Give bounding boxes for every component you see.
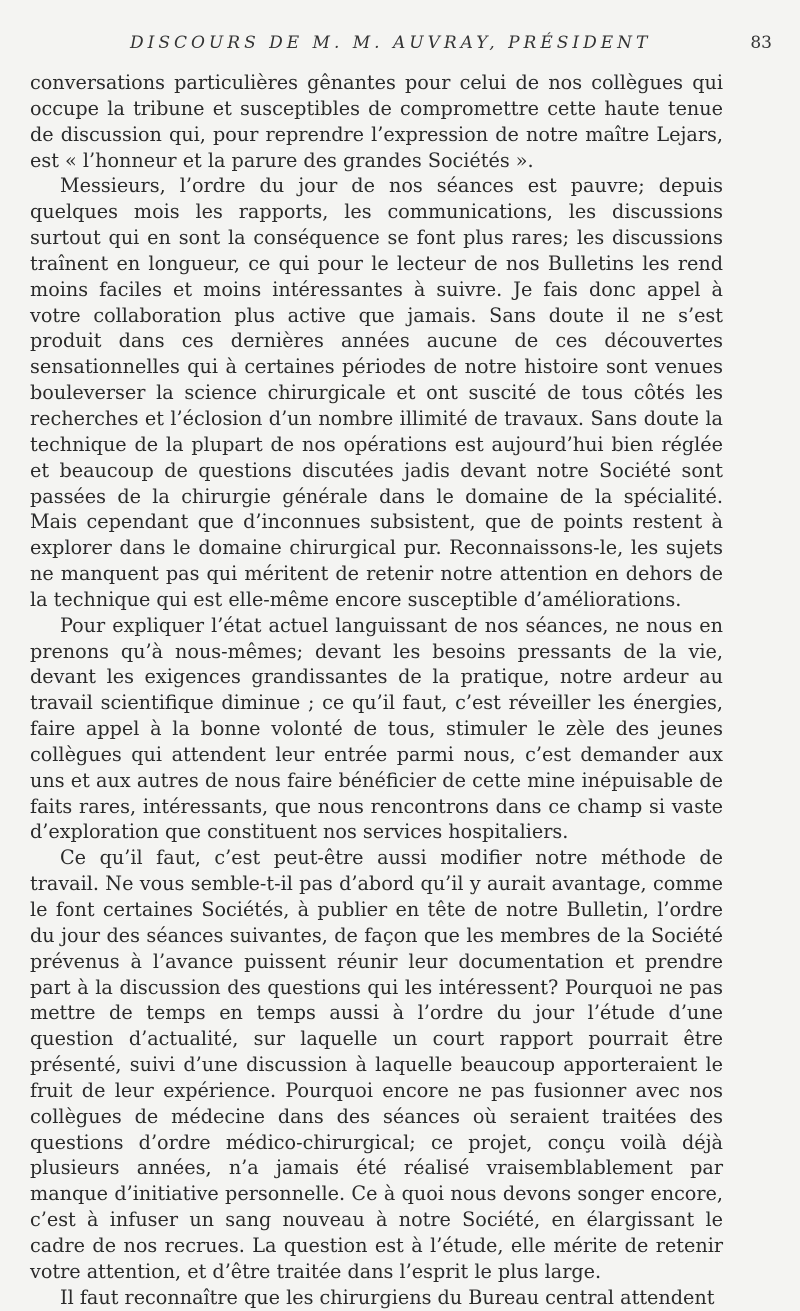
paragraph-1: conversations particulières gênantes pour celui de nos collègues qui occupe la tribune et susceptibles de compromettre cette haute tenue de discussion qui, pour reprendre l’expression de notre maître Lejars, est « l’honneur et la parure des grandes Sociétés ». — [30, 71, 723, 172]
page-number: 83 — [750, 33, 772, 53]
paragraph-5: Il faut reconnaître que les chirurgiens du Bureau central attendent — [60, 1285, 715, 1309]
paragraph-3: Pour expliquer l’état actuel languissant de nos séances, ne nous en prenons qu’à nous-mêmes; devant les besoins pressants de la vie, devant les exigences grandissantes de la pratique, notre ardeur au travail scientifique diminue ; ce qu’il faut, c’est réveiller les énergies, faire appel à la bonne volonté de tous, stimuler le zèle des jeunes collègues qui attendent leur entrée parmi nous, c’est demander aux uns et aux autres de nous faire bénéficier de cette mine inépuisable de faits rares, intéressants, que nous rencontrons dans ce champ si vaste d’exploration que constituent nos services hospitaliers. — [30, 613, 723, 844]
running-title: DISCOURS DE M. M. AUVRAY, PRÉSIDENT — [130, 33, 652, 53]
body-text — [30, 70, 723, 1311]
running-head — [0, 30, 800, 56]
paragraph-2: Messieurs, l’ordre du jour de nos séances est pauvre; depuis quelques mois les rapports, les communications, les discussions surtout qui en sont la conséquence se font plus rares; les discussions traînent en longueur, ce qui pour le lecteur de nos Bulletins les rend moins faciles et moins intéressantes à suivre. Je fais donc appel à votre collaboration plus active que jamais. Sans doute il ne s’est produit dans ces dernières années aucune de ces découvertes sensationnelles qui à certaines périodes de notre histoire sont venues bouleverser la science chirurgicale et ont suscité de tous côtés les recherches et l’éclosion d’un nombre illimité de travaux. Sans doute la technique de la plupart de nos opérations est aujourd’hui bien réglée et beaucoup de questions discutées jadis devant notre Société sont passées de la chirurgie générale dans le domaine de la spécialité. Mais cependant que d’inconnues subsistent, que de points restent à explorer dans le domaine chirurgical pur. Reconnaissons-le, les sujets ne manquent pas qui méritent de retenir notre attention en dehors de la technique qui est elle-même encore susceptible d’améliorations. — [30, 174, 723, 611]
paragraph-4: Ce qu’il faut, c’est peut-être aussi modifier notre méthode de travail. Ne vous semble-t-il pas d’abord qu’il y aurait avantage, comme le font certaines Sociétés, à publier en tête de notre Bulletin, l’ordre du jour des séances suivantes, de façon que les membres de la Société prévenus à l’avance puissent réunir leur documentation et prendre part à la discussion des questions qui les intéressent? Pourquoi ne pas mettre de temps en temps aussi à l’ordre du jour l’étude d’une question d’actualité, sur laquelle un court rapport pourrait être présenté, suivi d’une discussion à laquelle beaucoup apporteraient le fruit de leur expérience. Pourquoi encore ne pas fusionner avec nos collègues de médecine dans des séances où seraient traitées des questions d’ordre médico-chirurgical; ce projet, conçu voilà déjà plusieurs années, n’a jamais été réalisé vraisemblablement par manque d’initiative personnelle. Ce à quoi nous devons songer encore, c’est à infuser un sang nouveau à notre Société, en élargissant le cadre de nos recrues. La question est à l’étude, elle mérite de retenir votre attention, et d’être traitée dans l’esprit le plus large. — [30, 846, 723, 1283]
